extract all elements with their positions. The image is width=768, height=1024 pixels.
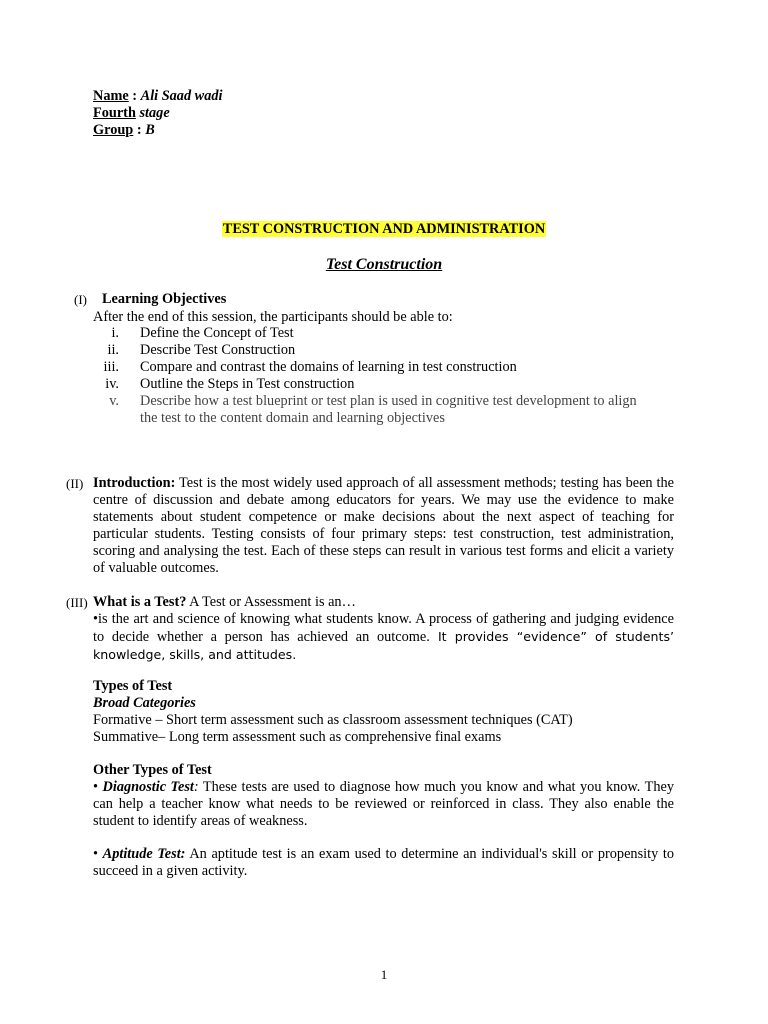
section2-body: Test is the most widely used approach of all assessment methods; testing has been the centre of discussion and debate among educators for years. We may use the evidence to make statements about student competence or make decisions about the next aspect of teaching for particular students. Testing consists of four primary steps: test construction, test administration, scoring and analysing the test. Each of these steps can result in various test forms and elicit a variety of valuable outcomes. — [93, 475, 674, 576]
group-label: Group — [93, 122, 134, 138]
section2-heading: Introduction: — [93, 475, 176, 491]
diagnostic-bullet: • — [93, 779, 103, 795]
objective-num: ii. — [107, 342, 119, 358]
section1-heading: Learning Objectives — [102, 291, 227, 307]
diagnostic-label: Diagnostic Test — [102, 779, 194, 795]
other-types-heading: Other Types of Test — [93, 762, 212, 778]
diagnostic-body: These tests are used to diagnose how much you know and what you know. They can help a teacher know what needs to be reviewed or reinforced in class. They also enable the student to identify areas of weakness. — [93, 779, 674, 829]
objective-text: Outline the Steps in Test construction — [140, 376, 355, 392]
aptitude-bullet: • — [93, 846, 103, 862]
objective-text: Define the Concept of Test — [140, 325, 294, 341]
document-subtitle — [0, 256, 768, 274]
aptitude-label: Aptitude Test: — [102, 846, 186, 862]
document-subtitle-text: Test Construction — [325, 256, 443, 273]
section1-intro: After the end of this session, the participants should be able to: — [93, 309, 453, 325]
name-line — [93, 88, 223, 105]
section3-heading-line — [93, 594, 356, 611]
broad-categories-heading: Broad Categories — [93, 695, 196, 711]
name-value: Ali Saad wadi — [140, 88, 223, 104]
section3-paragraph — [93, 611, 674, 664]
aptitude-paragraph — [93, 846, 674, 880]
objective-text: Describe how a test blueprint or test plan is used in cognitive test development to align the test to the content domain and learning objectives — [140, 393, 637, 426]
objective-text: Compare and contrast the domains of learning in test construction — [140, 359, 517, 375]
page-number: 1 — [380, 967, 388, 982]
group-value: B — [145, 122, 155, 138]
stage-label: Fourth — [93, 105, 136, 121]
section3-body: •is the art and science of knowing what students know. A process of gathering and judging evidence to decide whether a person has achieved an outcome. — [93, 611, 674, 645]
summative-line: Summative– Long term assessment such as comprehensive final exams — [93, 729, 502, 745]
document-title-text: TEST CONSTRUCTION AND ADMINISTRATION — [222, 221, 546, 237]
section3-body-tail: It provides “evidence” of students’ knowledge, skills, and attitudes. — [93, 629, 675, 662]
objective-num: v. — [109, 393, 119, 409]
name-label: Name — [93, 88, 129, 104]
section3-lead: A Test or Assessment is an… — [186, 594, 356, 610]
section3-numeral: (III) — [66, 595, 88, 610]
types-heading: Types of Test — [93, 678, 173, 694]
section1-numeral: (I) — [74, 292, 87, 307]
objective-num: iv. — [105, 376, 119, 392]
section2-paragraph — [93, 475, 674, 577]
document-title — [0, 221, 768, 238]
objective-num: i. — [111, 325, 119, 341]
objective-text: Describe Test Construction — [140, 342, 296, 358]
formative-line: Formative – Short term assessment such as classroom assessment techniques (CAT) — [93, 712, 573, 728]
stage-value: stage — [135, 105, 170, 121]
group-sep: : — [133, 122, 146, 138]
group-line — [93, 122, 155, 139]
section3-heading: What is a Test? — [93, 594, 187, 610]
aptitude-body: An aptitude test is an exam used to determine an individual's skill or propensity to succeed in a given activity. — [93, 846, 675, 879]
objective-num: iii. — [103, 359, 119, 375]
stage-line — [93, 105, 170, 122]
section2-numeral: (II) — [66, 476, 84, 491]
diagnostic-paragraph — [93, 779, 674, 830]
name-sep: : — [128, 88, 141, 104]
diagnostic-colon: : — [193, 779, 199, 795]
